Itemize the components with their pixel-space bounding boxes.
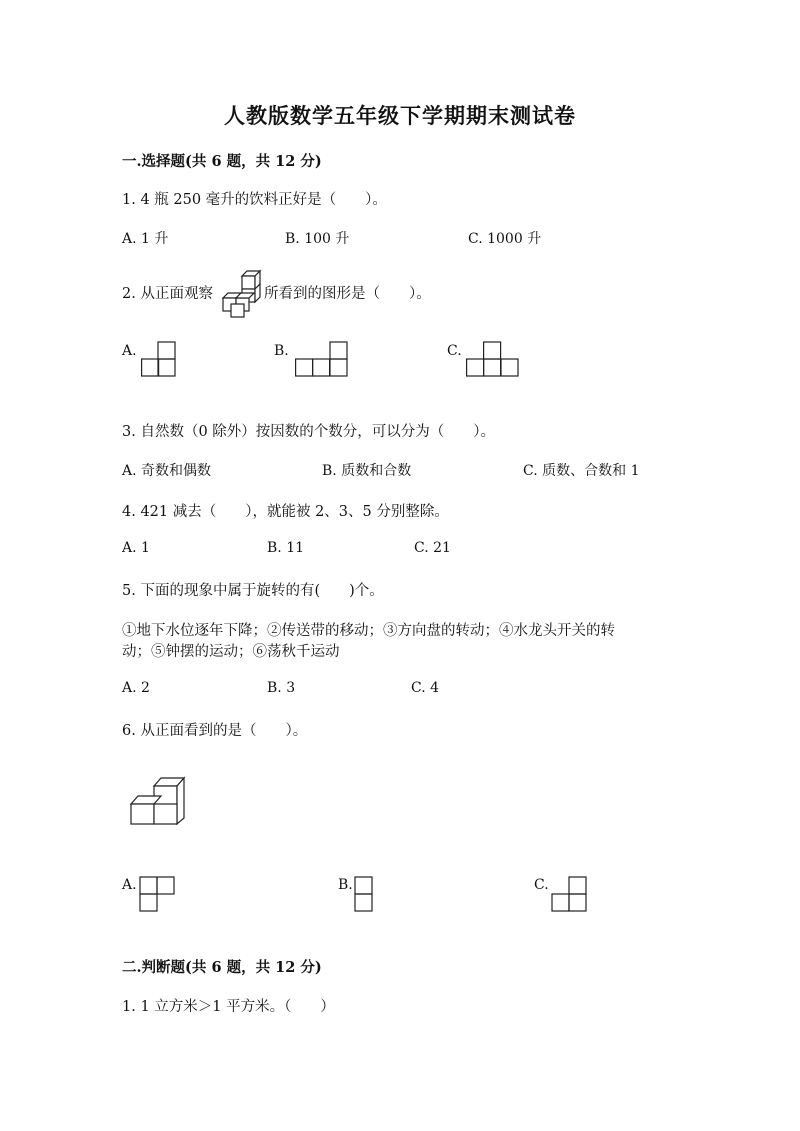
- question-2-option-a-label: A.: [122, 343, 137, 359]
- question-5-stem: 5. 下面的现象中属于旋转的有( )个。: [122, 583, 384, 599]
- section-heading-true-false: 二.判断题(共 6 题，共 12 分): [122, 959, 322, 976]
- question-3-option-c: C. 质数、合数和 1: [523, 463, 640, 479]
- question-1-option-c: C. 1000 升: [468, 231, 542, 247]
- question-2-option-b-figure: [295, 341, 349, 377]
- page-title: 人教版数学五年级下学期期末测试卷: [224, 103, 576, 128]
- question-6-option-c-label: C.: [534, 877, 549, 893]
- question-5-option-b: B. 3: [267, 680, 296, 696]
- question-4-option-c: C. 21: [414, 540, 451, 556]
- question-6-option-b-figure: [354, 876, 374, 912]
- question-5-option-a: A. 2: [122, 680, 150, 696]
- question-6-cube-figure: [128, 774, 188, 828]
- question-6-option-a-label: A.: [122, 877, 137, 893]
- question-2-option-c-figure: [466, 341, 520, 377]
- question-2-option-a-figure: [141, 341, 177, 377]
- question-2-stem-start: 2. 从正面观察: [122, 286, 213, 302]
- question-5-option-c: C. 4: [411, 680, 440, 696]
- question-6-option-b-label: B.: [338, 877, 353, 893]
- question-2-cube-figure: [220, 268, 264, 318]
- question-1-option-b: B. 100 升: [285, 231, 350, 247]
- question-1-option-a: A. 1 升: [122, 231, 169, 247]
- question-3-stem: 3. 自然数（0 除外）按因数的个数分，可以分为（ ）。: [122, 424, 496, 440]
- question-3-option-b: B. 质数和合数: [322, 463, 412, 479]
- judgment-1-stem: 1. 1 立方米＞1 平方米。（ ）: [122, 999, 335, 1015]
- section-heading-choice: 一.选择题(共 6 题，共 12 分): [122, 153, 322, 170]
- question-1-stem: 1. 4 瓶 250 毫升的饮料正好是（ ）。: [122, 192, 387, 208]
- question-4-option-a: A. 1: [122, 540, 150, 556]
- question-4-option-b: B. 11: [267, 540, 305, 556]
- question-6-option-c-figure: [551, 876, 589, 914]
- question-3-option-a: A. 奇数和偶数: [122, 463, 212, 479]
- question-2-option-c-label: C.: [447, 343, 462, 359]
- question-2-option-b-label: B.: [274, 343, 289, 359]
- question-5-text-line-2: 动；⑤钟摆的运动；⑥荡秋千运动: [122, 644, 340, 660]
- question-2-stem-end: 所看到的图形是（ ）。: [264, 286, 431, 302]
- question-6-option-a-figure: [139, 876, 175, 912]
- question-4-stem: 4. 421 减去（ ），就能被 2、3、5 分别整除。: [122, 504, 449, 520]
- question-5-text-line-1: ①地下水位逐年下降；②传送带的移动；③方向盘的转动；④水龙头开关的转: [122, 623, 615, 639]
- question-6-stem: 6. 从正面看到的是（ ）。: [122, 723, 308, 739]
